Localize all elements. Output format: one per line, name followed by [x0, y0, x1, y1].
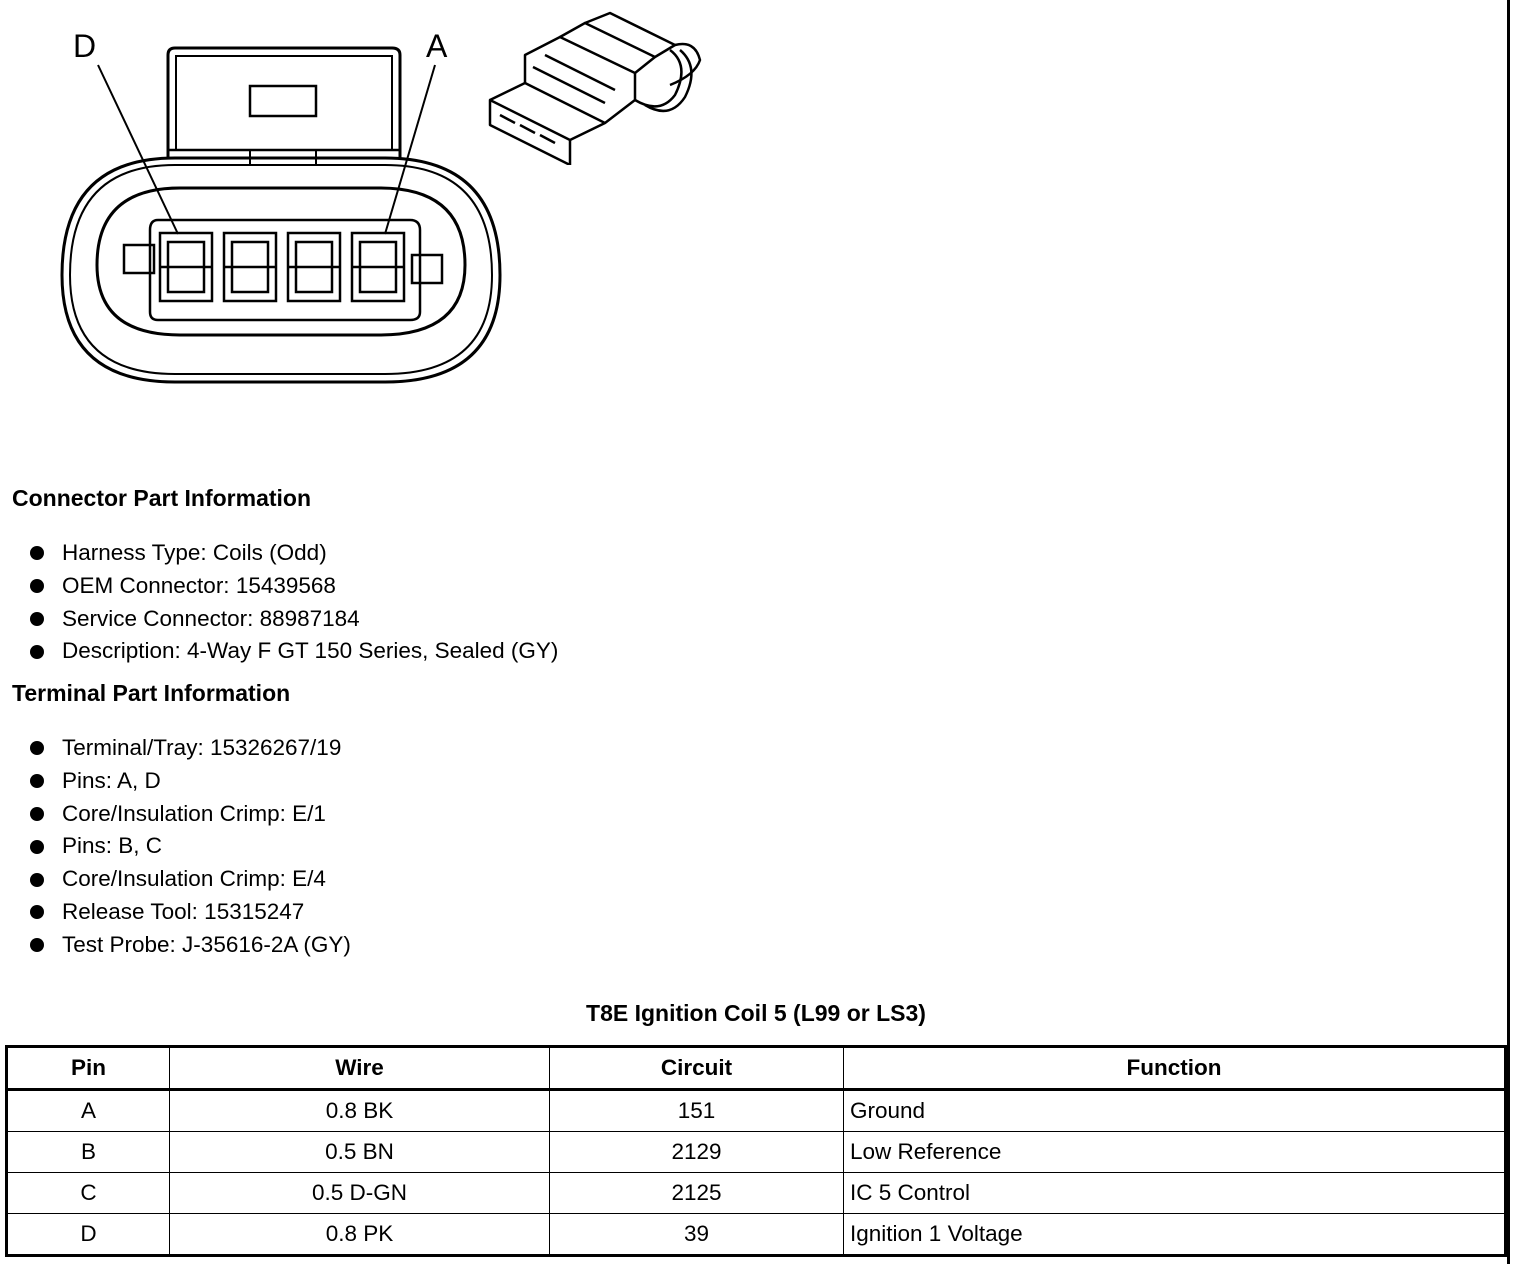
list-item: [30, 765, 351, 798]
cell-circuit: 151: [550, 1090, 844, 1132]
pin-label-d: D: [73, 28, 97, 64]
list-item: [30, 537, 558, 570]
list-item: [30, 732, 351, 765]
column-header-wire: Wire: [170, 1047, 550, 1090]
cell-wire: 0.8 PK: [170, 1214, 550, 1256]
list-item-text: Core/Insulation Crimp: E/4: [62, 866, 326, 892]
column-header-function: Function: [844, 1047, 1506, 1090]
connector-info-heading: Connector Part Information: [12, 485, 312, 511]
list-item-text: Terminal/Tray: 15326267/19: [62, 735, 342, 760]
list-item-text: Pins: A, D: [62, 767, 161, 793]
cell-function: IC 5 Control: [844, 1173, 1506, 1214]
cell-pin: D: [7, 1214, 170, 1256]
cell-circuit: 2129: [550, 1132, 844, 1173]
list-item-text: Pins: B, C: [62, 833, 163, 859]
table-title: T8E Ignition Coil 5 (L99 or LS3): [586, 1000, 926, 1026]
table-row: [7, 1090, 1506, 1132]
list-item: [30, 929, 351, 962]
list-item-text: OEM Connector: 15439568: [62, 572, 336, 598]
list-item-text: Description: 4-Way F GT 150 Series, Sealed (GY): [62, 638, 559, 664]
list-item-text: Service Connector: 88987184: [62, 605, 360, 631]
cell-circuit: 39: [550, 1214, 844, 1256]
bullet-icon: [30, 612, 44, 626]
connector-diagram: [40, 20, 740, 400]
list-item: [30, 798, 351, 831]
bullet-icon: [30, 807, 44, 821]
cell-pin: B: [7, 1132, 170, 1173]
connector-info-list: [30, 537, 558, 668]
cavities: [160, 233, 404, 301]
list-item-text: Core/Insulation Crimp: E/1: [62, 800, 326, 826]
bullet-icon: [30, 840, 44, 854]
bullet-icon: [30, 905, 44, 919]
list-item: [30, 896, 351, 929]
bullet-icon: [30, 741, 44, 755]
list-item: [30, 603, 558, 636]
bullet-icon: [30, 645, 44, 659]
column-header-circuit: Circuit: [550, 1047, 844, 1090]
list-item-text: Release Tool: 15315247: [62, 898, 305, 924]
bullet-icon: [30, 774, 44, 788]
list-item: [30, 570, 558, 603]
cell-circuit: 2125: [550, 1173, 844, 1214]
list-item: [30, 830, 351, 863]
page-border: [1507, 0, 1510, 1264]
table-header-row: [7, 1047, 1506, 1090]
bullet-icon: [30, 938, 44, 952]
list-item: [30, 863, 351, 896]
cell-wire: 0.8 BK: [170, 1090, 550, 1132]
cell-pin: C: [7, 1173, 170, 1214]
pinout-table: [5, 1045, 1507, 1257]
pin-label-a: A: [426, 28, 448, 64]
connector-isometric-drawing: [485, 5, 715, 165]
cell-function: Low Reference: [844, 1132, 1506, 1173]
table-row: [7, 1173, 1506, 1214]
bullet-icon: [30, 546, 44, 560]
list-item: [30, 635, 558, 668]
cell-function: Ground: [844, 1090, 1506, 1132]
cell-pin: A: [7, 1090, 170, 1132]
cell-wire: 0.5 D-GN: [170, 1173, 550, 1214]
cell-wire: 0.5 BN: [170, 1132, 550, 1173]
terminal-info-heading: Terminal Part Information: [12, 680, 291, 706]
terminal-info-list: [30, 732, 351, 962]
list-item-text: Test Probe: J-35616-2A (GY): [62, 931, 351, 957]
bullet-icon: [30, 873, 44, 887]
table-row: [7, 1132, 1506, 1173]
list-item-text: Harness Type: Coils (Odd): [62, 540, 327, 565]
cell-function: Ignition 1 Voltage: [844, 1214, 1506, 1256]
bullet-icon: [30, 579, 44, 593]
table-row: [7, 1214, 1506, 1256]
column-header-pin: Pin: [7, 1047, 170, 1090]
